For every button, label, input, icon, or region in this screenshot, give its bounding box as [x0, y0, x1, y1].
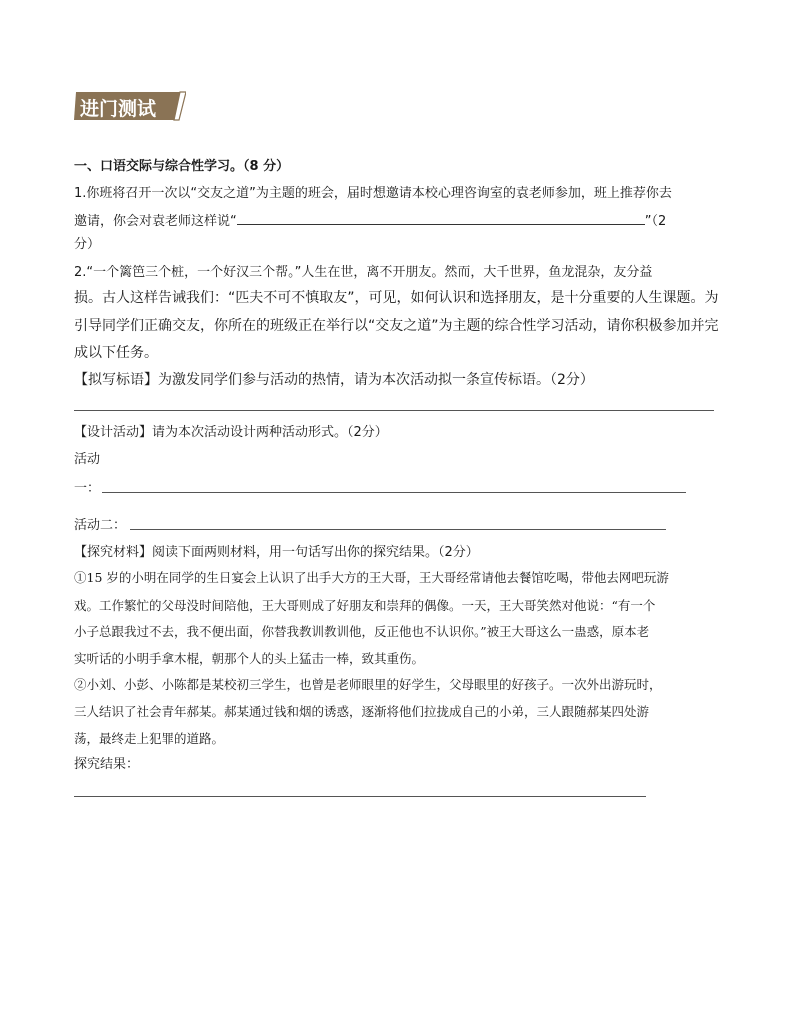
result-label: 探究结果：	[74, 757, 140, 772]
q1-line-2-prefix: 邀请，你会对袁老师这样说“	[74, 214, 237, 229]
q1-line-2	[74, 212, 666, 230]
material1-line-4: 实听话的小明手拿木棍，朝那个人的头上猛击一棒，致其重伤。	[74, 651, 425, 666]
q2-line-1: 2.“一个篱笆三个桩，一个好汉三个帮。”人生在世，离不开朋友。然而，大千世界，鱼龙混杂，友分益	[74, 265, 653, 280]
q1-line-1: 1.你班将召开一次以“交友之道”为主题的班会，届时想邀请本校心理咨询室的袁老师参加，班上推荐你去	[74, 186, 672, 201]
q2-line-2: 损。古人这样告诫我们：“匹夫不可不慎取友”，可见，如何认识和选择朋友，是十分重要的人生课题。为	[74, 290, 719, 306]
material1-line-3: 小子总跟我过不去，我不便出面，你替我教训教训他，反正他也不认识你。”被王大哥这么一蛊惑，原本老	[74, 624, 650, 639]
activity1-label-b: 一：	[74, 481, 101, 496]
material2-line-1: ②小刘、小彭、小陈都是某校初三学生，也曾是老师眼里的好学生，父母眼里的好孩子。一次外出游玩时，	[74, 677, 662, 692]
task1-label: 【拟写标语】为激发同学们参与活动的热情，请为本次活动拟一条宣传标语。（2分）	[74, 372, 594, 388]
task3-label: 【探究材料】阅读下面两则材料，用一句话写出你的探究结果。（2分）	[74, 545, 479, 560]
activity1-answer-line[interactable]	[102, 492, 686, 493]
q1-line-2-suffix: ”（2	[644, 214, 667, 229]
q2-line-3: 引导同学们正确交友，你所在的班级正在举行以“交友之道”为主题的综合性学习活动，请你积极参加并完	[74, 318, 719, 334]
activity2-answer-line[interactable]	[130, 529, 666, 530]
material1-line-2: 戏。工作繁忙的父母没时间陪他，王大哥则成了好朋友和崇拜的偶像。一天，王大哥笑然对他说：“有一个	[74, 598, 656, 613]
material1-line-1: ①15 岁的小明在同学的生日宴会上认识了出手大方的王大哥，王大哥经常请他去餐馆吃喝，带他去网吧玩游	[74, 570, 669, 585]
task2-label: 【设计活动】请为本次活动设计两种活动形式。（2分）	[74, 425, 388, 440]
material2-line-2: 三人结识了社会青年郝某。郝某通过钱和烟的诱惑，逐渐将他们拉拢成自己的小弟，三人跟随郝某四处游	[74, 704, 650, 719]
activity1-label-a: 活动	[74, 452, 101, 467]
section-banner	[74, 90, 186, 122]
result-answer-line[interactable]	[74, 796, 646, 797]
q1-answer-blank[interactable]	[237, 212, 645, 225]
q1-line-3: 分）	[74, 237, 101, 252]
banner-title: 进门测试	[80, 98, 157, 120]
task1-answer-line[interactable]	[74, 410, 714, 411]
material2-line-3: 荡，最终走上犯罪的道路。	[74, 731, 225, 746]
q2-line-4: 成以下任务。	[74, 345, 158, 361]
section-heading: 一、口语交际与综合性学习。（8 分）	[74, 159, 290, 174]
activity2-label: 活动二：	[74, 518, 127, 533]
